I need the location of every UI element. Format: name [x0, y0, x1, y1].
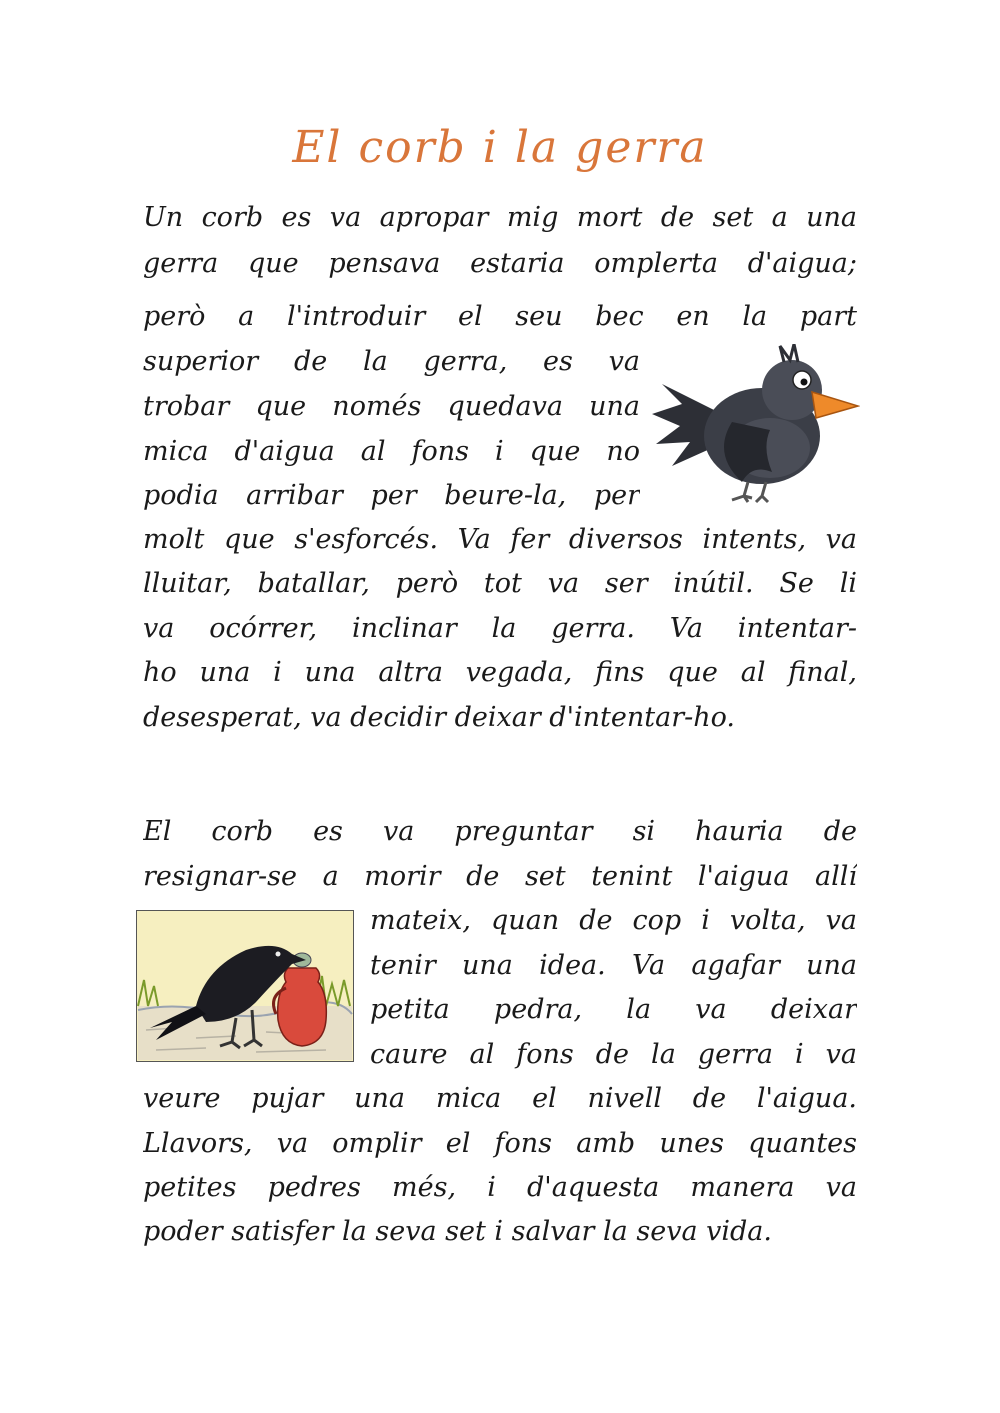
text-line: veure pujar una mica el nivell de l'aigua. — [143, 1083, 857, 1114]
text-line: mica d'aigua al fons i que no — [143, 436, 640, 467]
text-line: però a l'introduir el seu bec en la part — [143, 301, 857, 332]
text-line: petites pedres més, i d'aquesta manera va — [143, 1172, 857, 1203]
text-line: Un corb es va apropar mig mort de set a una — [143, 202, 857, 233]
text-line: mateix, quan de cop i volta, va — [370, 905, 857, 936]
text-line: poder satisfer la seva set i salvar la seva vida. — [143, 1216, 772, 1247]
text-line: Llavors, va omplir el fons amb unes quantes — [143, 1128, 857, 1159]
text-line: desesperat, va decidir deixar d'intentar-ho. — [143, 702, 735, 733]
text-line: resignar-se a morir de set tenint l'aigua allí — [143, 861, 857, 892]
text-line: tenir una idea. Va agafar una — [370, 950, 857, 981]
cartoon-crow-illustration — [652, 344, 860, 506]
text-line: El corb es va preguntar si hauria de — [143, 816, 857, 847]
text-line: molt que s'esforcés. Va fer diversos intents, va — [143, 524, 857, 555]
text-line: ho una i una altra vegada, fins que al final, — [143, 657, 857, 688]
text-line: trobar que només quedava una — [143, 391, 640, 422]
text-line: superior de la gerra, es va — [143, 346, 640, 377]
page-title: El corb i la gerra — [292, 122, 708, 173]
text-line: lluitar, batallar, però tot va ser inútil. Se li — [143, 568, 857, 599]
text-line: petita pedra, la va deixar — [370, 994, 857, 1025]
text-line: gerra que pensava estaria omplerta d'aigua; — [143, 248, 857, 279]
crow-and-jug-illustration — [136, 910, 354, 1062]
text-line: va ocórrer, inclinar la gerra. Va intentar- — [143, 613, 857, 644]
text-line: podia arribar per beure-la, per — [143, 480, 640, 511]
text-line: caure al fons de la gerra i va — [370, 1039, 857, 1070]
